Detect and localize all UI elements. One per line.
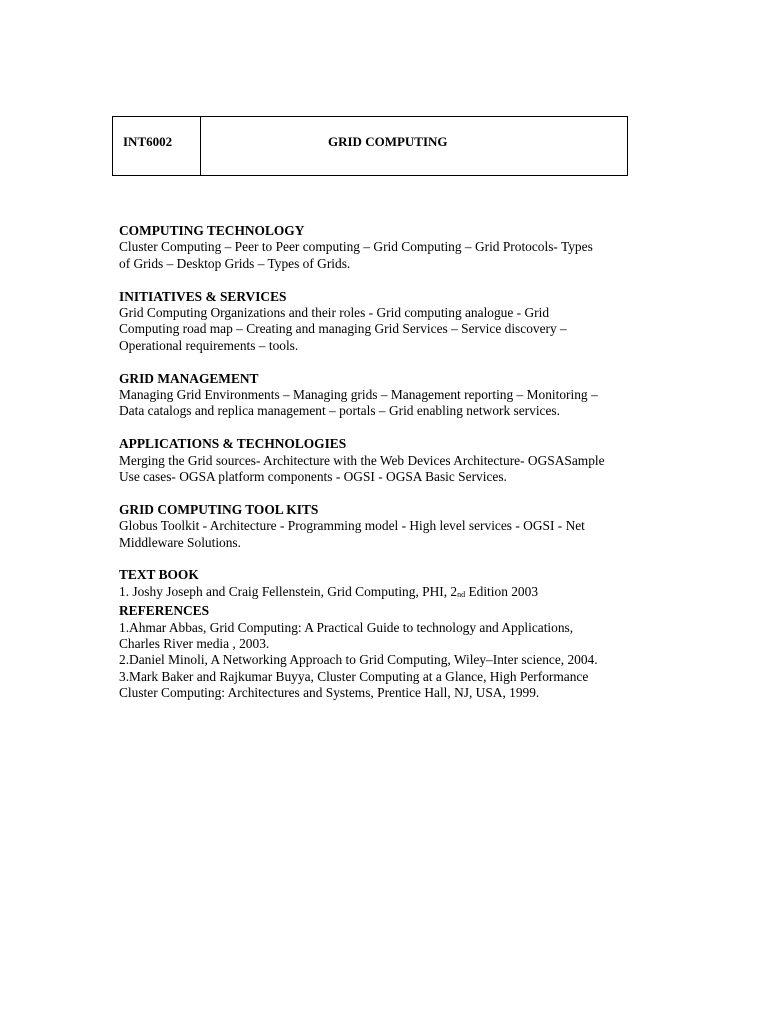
reference-line: Charles River media , 2003.: [119, 636, 270, 652]
section-applications-technologies: [119, 436, 639, 485]
section-grid-management: [119, 371, 639, 420]
section-text-line: Computing road map – Creating and managing Grid Services – Service discovery –: [119, 321, 567, 337]
section-tool-kits: [119, 502, 639, 551]
section-text-line: Grid Computing Organizations and their roles - Grid computing analogue - Grid: [119, 305, 550, 321]
section-text-line: Globus Toolkit - Architecture - Programming model - High level services - OGSI - Net: [119, 518, 585, 534]
section-text-book: [119, 567, 639, 603]
course-title: GRID COMPUTING: [328, 134, 448, 149]
section-initiatives-services: [119, 289, 639, 355]
text-book-heading: TEXT BOOK: [119, 567, 199, 583]
course-code-cell: [113, 117, 201, 175]
section-heading: APPLICATIONS & TECHNOLOGIES: [119, 436, 347, 452]
section-text-line: Middleware Solutions.: [119, 534, 241, 550]
reference-line: 1.Ahmar Abbas, Grid Computing: A Practical Guide to technology and Applications,: [119, 619, 574, 635]
reference-line: Cluster Computing: Architectures and Systems, Prentice Hall, NJ, USA, 1999.: [119, 685, 540, 701]
text-book-entry-suffix: Edition 2003: [465, 583, 539, 599]
reference-line: 3.Mark Baker and Rajkumar Buyya, Cluster Computing at a Glance, High Performance: [119, 668, 589, 684]
section-text-line: Operational requirements – tools.: [119, 337, 299, 353]
references-heading: REFERENCES: [119, 603, 210, 619]
section-text-line: Data catalogs and replica management – portals – Grid enabling network services.: [119, 403, 560, 419]
syllabus-content: [119, 223, 639, 702]
text-book-entry-prefix: 1. Joshy Joseph and Craig Fellenstein, Grid Computing, PHI, 2: [119, 583, 458, 599]
text-book-entry: [119, 584, 639, 603]
section-heading: GRID MANAGEMENT: [119, 370, 259, 386]
section-text-line: Cluster Computing – Peer to Peer computing – Grid Computing – Grid Protocols- Types: [119, 239, 593, 255]
section-references: [119, 603, 639, 701]
section-heading: INITIATIVES & SERVICES: [119, 288, 287, 304]
section-heading: GRID COMPUTING TOOL KITS: [119, 501, 319, 517]
reference-line: 2.Daniel Minoli, A Networking Approach to Grid Computing, Wiley–Inter science, 2004.: [119, 652, 598, 668]
section-computing-technology: [119, 223, 639, 272]
text-book-entry-sup: nd: [457, 589, 466, 599]
section-text-line: Use cases- OGSA platform components - OGSI - OGSA Basic Services.: [119, 469, 507, 485]
course-header-table: [112, 116, 628, 176]
section-text-line: of Grids – Desktop Grids – Types of Grids.: [119, 255, 351, 271]
section-text-line: Managing Grid Environments – Managing grids – Management reporting – Monitoring –: [119, 387, 598, 403]
section-text-line: Merging the Grid sources- Architecture with the Web Devices Architecture- OGSASample: [119, 452, 605, 468]
section-heading: COMPUTING TECHNOLOGY: [119, 223, 305, 238]
course-code: INT6002: [123, 134, 173, 149]
